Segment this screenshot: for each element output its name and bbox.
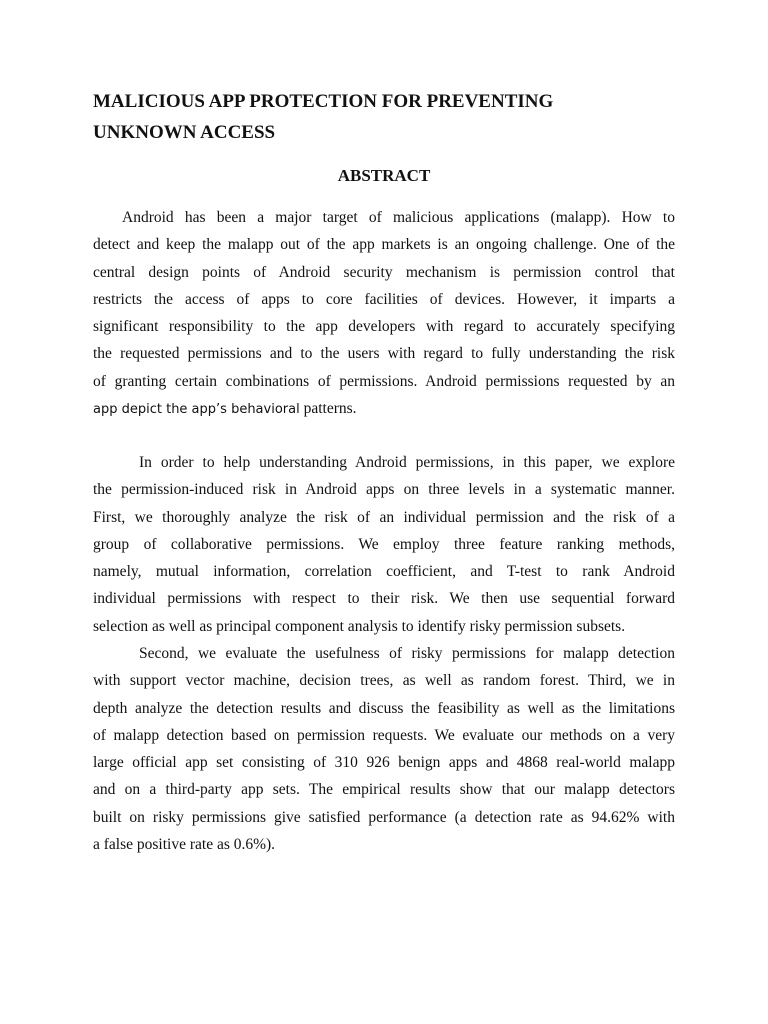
paragraph-line: selection as well as principal component analysis to identify risky permission subsets. xyxy=(93,617,626,635)
paragraph-line: group of collaborative permissions. We employ three feature ranking methods, xyxy=(93,535,675,553)
sans-text-run: app depict the app’s behavioral xyxy=(93,402,300,418)
paragraph-line: In order to help understanding Android permissions, in this paper, we explore xyxy=(139,454,675,471)
paragraph-line: the requested permissions and to the users with regard to fully understanding the risk xyxy=(93,345,675,363)
paragraph-line: restricts the access of apps to core facilities of devices. However, it imparts a xyxy=(93,290,675,308)
title-line: MALICIOUS APP PROTECTION FOR PREVENTING xyxy=(93,91,554,112)
paragraph-line: of granting certain combinations of permissions. Android permissions requested by an xyxy=(93,372,675,390)
paragraph-line: detect and keep the malapp out of the app markets is an ongoing challenge. One of the xyxy=(93,236,675,254)
paragraph-line: central design points of Android security mechanism is permission control that xyxy=(93,263,675,281)
paragraph-line: significant responsibility to the app developers with regard to accurately specifying xyxy=(93,318,675,336)
paragraph-line: built on risky permissions give satisfied performance (a detection rate as 94.62% with xyxy=(93,808,675,826)
abstract-heading: ABSTRACT xyxy=(337,166,431,185)
paragraph-line: the permission-induced risk in Android apps on three levels in a systematic manner. xyxy=(93,481,675,499)
abstract-paragraph-2 xyxy=(93,449,675,640)
paragraph-line: depth analyze the detection results and discuss the feasibility as well as the limitations xyxy=(93,699,675,717)
paragraph-line: Android has been a major target of malicious applications (malapp). How to xyxy=(122,209,675,226)
document-title xyxy=(93,86,675,148)
paragraph-last-line xyxy=(93,395,675,423)
paragraph-line: and on a third-party app sets. The empirical results show that our malapp detectors xyxy=(93,781,675,799)
serif-text-run: patterns. xyxy=(299,400,357,418)
paragraph-line: Second, we evaluate the usefulness of risky permissions for malapp detection xyxy=(139,645,675,662)
paragraph-line: a false positive rate as 0.6%). xyxy=(93,836,276,854)
abstract-paragraph-3 xyxy=(93,640,675,858)
title-line: UNKNOWN ACCESS xyxy=(93,122,276,143)
paragraph-line: individual permissions with respect to their risk. We then use sequential forward xyxy=(93,590,675,608)
paragraph-line: of malapp detection based on permission requests. We evaluate our methods on a very xyxy=(93,726,675,744)
paragraph-line: First, we thoroughly analyze the risk of an individual permission and the risk of a xyxy=(93,508,675,526)
paragraph-line: large official app set consisting of 310 926 benign apps and 4868 real-world malapp xyxy=(93,754,675,772)
paragraph-line: with support vector machine, decision trees, as well as random forest. Third, we in xyxy=(93,672,675,690)
abstract-paragraph-1 xyxy=(93,204,675,423)
paragraph-line: namely, mutual information, correlation coefficient, and T-test to rank Android xyxy=(93,563,675,581)
